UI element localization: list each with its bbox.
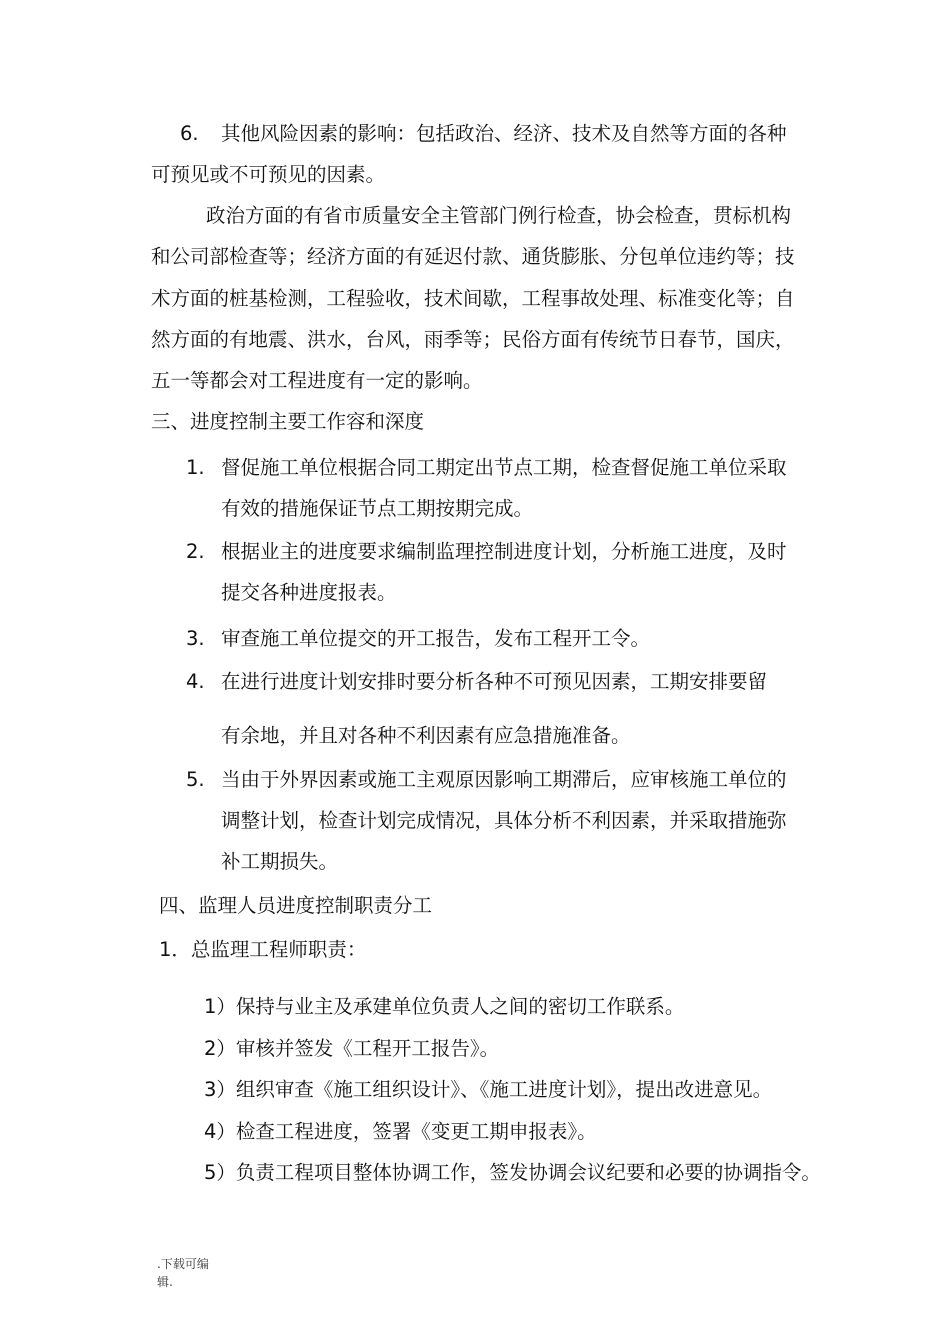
list-item-line: 补工期损失。 <box>221 850 339 873</box>
duty-item: 1）保持与业主及承建单位负责人之间的密切工作联系。 <box>204 995 685 1018</box>
section3-heading: 三、进度控制主要工作容和深度 <box>151 410 425 433</box>
list-item-number: 3. <box>186 627 205 650</box>
paragraph-line: 政治方面的有省市质量安全主管部门例行检查，协会检查，贯标机构 <box>206 204 792 227</box>
list-item-line: 在进行进度计划安排时要分析各种不可预见因素，工期安排要留 <box>221 670 768 693</box>
paragraph-line: 术方面的桩基检测，工程验收，技术间歇，工程事故处理、标准变化等；自 <box>151 287 795 310</box>
item6-number: 6. <box>180 122 199 145</box>
section4-subheading: 1．总监理工程师职责： <box>159 938 367 961</box>
list-item-number: 4. <box>186 670 205 693</box>
paragraph-line: 然方面的有地震、洪水，台风，雨季等；民俗方面有传统节日春节，国庆， <box>151 328 795 351</box>
list-item-line: 审查施工单位提交的开工报告，发布工程开工令。 <box>221 627 651 650</box>
list-item-number: 1. <box>186 456 205 479</box>
duty-item: 3）组织审查《施工组织设计》、《施工进度计划》，提出改进意见。 <box>204 1078 773 1101</box>
list-item-line: 有效的措施保证节点工期按期完成。 <box>221 497 534 520</box>
footer-line2: 辑. <box>157 1275 173 1289</box>
paragraph-line: 和公司部检查等；经济方面的有延迟付款、通货膨胀、分包单位违约等；技 <box>151 245 795 268</box>
list-item-number: 2. <box>186 540 205 563</box>
duty-item: 4）检查工程进度，签署《变更工期申报表》。 <box>204 1120 597 1143</box>
footer-line1: .下载可编 <box>157 1257 209 1271</box>
duty-item: 2）审核并签发《工程开工报告》。 <box>204 1037 500 1060</box>
item6-line1: 其他风险因素的影响：包括政治、经济、技术及自然等方面的各种 <box>221 122 787 145</box>
list-item-line: 根据业主的进度要求编制监理控制进度计划，分析施工进度，及时 <box>221 540 787 563</box>
section4-heading: 四、监理人员进度控制职责分工 <box>159 894 433 917</box>
list-item-line: 督促施工单位根据合同工期定出节点工期，检查督促施工单位采取 <box>221 456 787 479</box>
list-item-number: 5. <box>186 768 205 791</box>
paragraph-line: 五一等都会对工程进度有一定的影响。 <box>151 369 483 392</box>
list-item-line: 有余地，并且对各种不利因素有应急措施准备。 <box>221 724 631 747</box>
list-item-line: 当由于外界因素或施工主观原因影响工期滞后，应审核施工单位的 <box>221 768 787 791</box>
list-item-line: 提交各种进度报表。 <box>221 581 397 604</box>
item6-line2: 可预见或不可预见的因素。 <box>151 163 386 186</box>
list-item-line: 调整计划，检查计划完成情况，具体分析不利因素，并采取措施弥 <box>221 809 787 832</box>
duty-item: 5）负责工程项目整体协调工作，签发协调会议纪要和必要的协调指令。 <box>204 1161 821 1184</box>
